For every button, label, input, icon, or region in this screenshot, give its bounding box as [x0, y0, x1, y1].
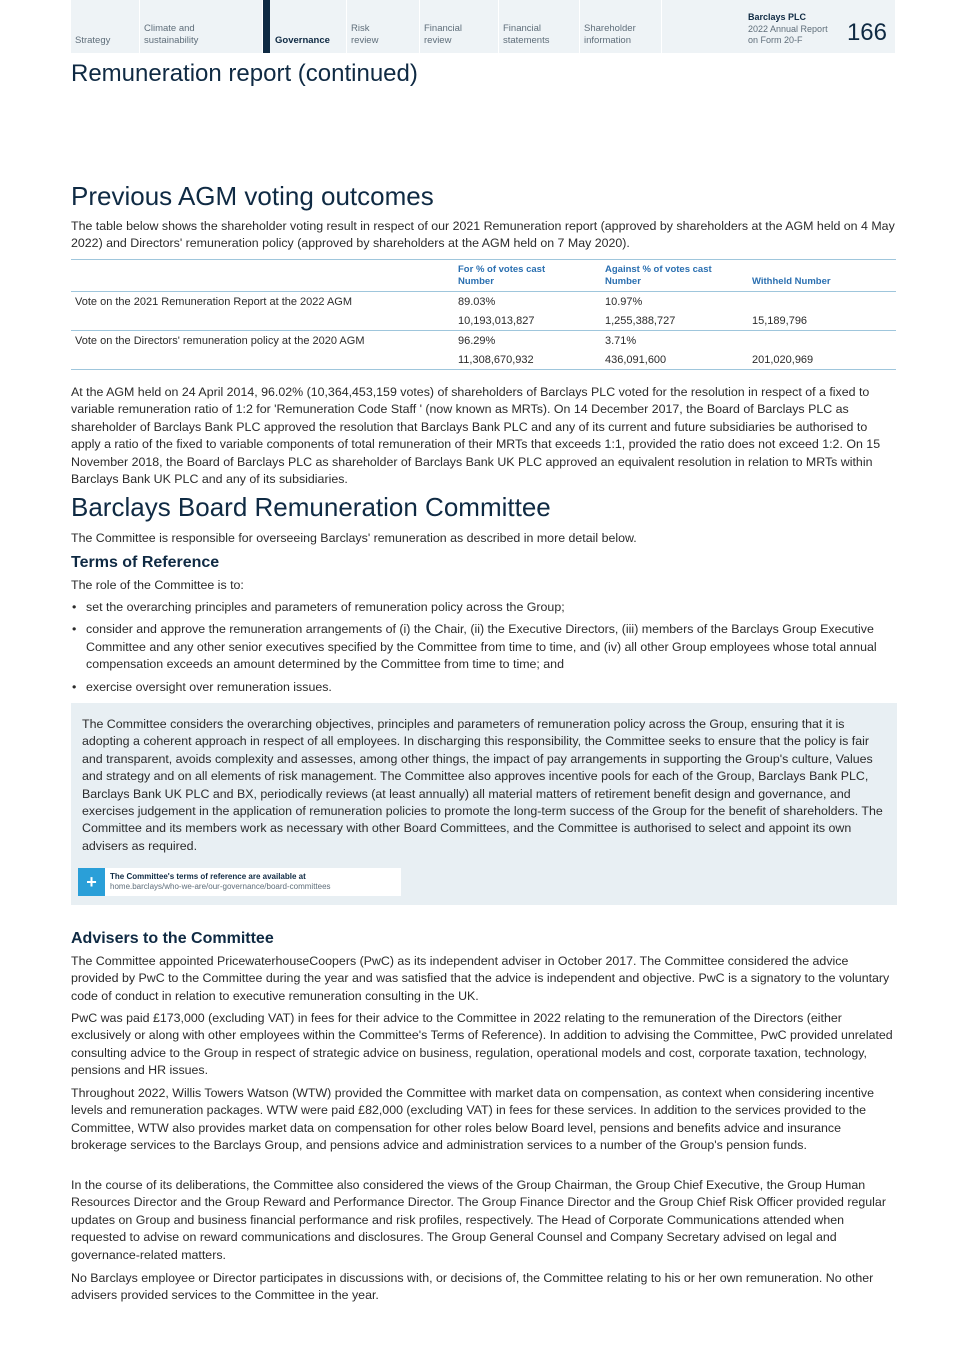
role-list	[71, 599, 897, 701]
terms-reference-link[interactable]	[78, 868, 401, 896]
reference-title: The Committee's terms of reference are available at	[110, 872, 306, 881]
for-pct: 89.03%	[458, 295, 496, 308]
table-row	[71, 292, 896, 312]
report-label	[748, 12, 828, 47]
against-pct: 3.71%	[605, 334, 637, 347]
nav-tab-financial-review[interactable]: Financial review	[420, 0, 499, 53]
table-row	[71, 350, 896, 370]
page-title: Remuneration report (continued)	[71, 60, 418, 87]
agm-note: At the AGM held on 24 April 2014, 96.02% (10,364,453,159 votes) of shareholders of Barclays PLC voted for the resolution in respect of a fixed to variable remuneration ratio of 1:2 for 'Remuneration Code Staff ' (now known as MRTs). On 14 December 2017, the Board of Barclays PLC as shareholder of Barclays Bank PLC approved the resolution that Barclays Bank PLC and any of its current and future subsidiaries be authorised to apply a ratio of the fixed to variable components of total remuneration of their MRTs that exceeds 1:1, provided the ratio does not exceed 1:2. On 15 November 2018, the Board of Barclays PLC as shareholder of Barclays Bank UK PLC approved an equivalent resolution in relation to MRTs within Barclays Bank UK PLC and any of its subsidiaries.	[71, 385, 881, 487]
committee-callout	[71, 703, 897, 905]
list-item: • exercise oversight over remuneration issues.	[71, 679, 897, 696]
committee-heading: Barclays Board Remuneration Committee	[71, 492, 551, 522]
row-label: Vote on the Directors' remuneration policy at the 2020 AGM	[75, 334, 365, 347]
row-label: Vote on the 2021 Remuneration Report at the 2022 AGM	[75, 295, 353, 308]
report-line-2: on Form 20-F	[748, 35, 803, 45]
plus-icon: +	[78, 868, 105, 896]
against-number: 436,091,600	[605, 353, 667, 366]
withheld-blank	[748, 292, 896, 312]
advisers-paragraph-5: No Barclays employee or Director participates in discussions with, or decisions of, the Committee relating to his or her own remuneration. No other advisers provided services to the Committee in the year.	[71, 1271, 874, 1303]
nav-tab-risk-review[interactable]: Risk review	[347, 0, 420, 53]
section-nav	[71, 0, 895, 53]
header-for: For % of votes cast Number	[458, 264, 546, 287]
voting-table	[71, 259, 896, 370]
nav-tab-governance[interactable]: Governance	[263, 0, 347, 53]
report-info	[662, 0, 895, 53]
for-number: 10,193,013,827	[458, 314, 535, 327]
header-withheld: Withheld Number	[752, 276, 831, 287]
table-row	[71, 311, 896, 331]
advisers-heading: Advisers to the Committee	[71, 930, 274, 947]
for-number: 11,308,670,932	[458, 353, 534, 366]
advisers-paragraph-3: Throughout 2022, Willis Towers Watson (WTW) provided the Committee with market data on compensation, as context when considering incentive levels and remuneration packages. WTW were paid £82,000 (excluding VAT) in fees for these services. In addition to the services provided to the Committee, WTW also provides market data on compensation for other roles below Board level, pensions and benefits advice and insurance brokerage services to the Barclays Group, and pensions advice and administration services to a number of the Group's pension funds.	[71, 1086, 875, 1153]
table-row	[71, 331, 896, 351]
advisers-paragraph-1: The Committee appointed PricewaterhouseCoopers (PwC) as its independent adviser in October 2017. The Committee considered the advice provided by PwC to the Committee during the year and was satisfied that the advice is independent and objective. PwC is a signatory to the voluntary code of conduct in relation to executive remuneration consulting in the UK.	[71, 954, 890, 1003]
header-blank	[71, 260, 454, 292]
row-label-blank	[71, 311, 454, 331]
against-pct: 10.97%	[605, 295, 643, 308]
withheld-number: 201,020,969	[752, 353, 814, 366]
agm-intro: The table below shows the shareholder voting result in respect of our 2021 Remuneration report (approved by shareholders at the AGM held on 4 May 2022) and Directors' remuneration policy (approved by shareholders at the AGM held on 7 May 2020).	[71, 219, 895, 251]
page-number: 166	[846, 19, 887, 46]
withheld-number: 15,189,796	[752, 314, 808, 327]
agm-heading: Previous AGM voting outcomes	[71, 181, 434, 211]
table-header-row	[71, 260, 896, 292]
against-number: 1,255,388,727	[605, 314, 676, 327]
nav-tab-climate[interactable]: Climate and sustainability	[140, 0, 263, 53]
for-pct: 96.29%	[458, 334, 496, 347]
header-against: Against % of votes cast Number	[605, 264, 712, 287]
advisers-paragraph-4: In the course of its deliberations, the Committee also considered the views of the Group Chairman, the Group Chief Executive, the Group Human Resources Director and the Group Reward and Performance Director. The Group Finance Director and the Group Chief Risk Officer provided regular updates on Group and business financial performance and risk profiles, respectively. The Head of Corporate Communications attended when requested to advise on reward communications and disclosures. The Group General Counsel and Company Secretary advised on legal and governance-related matters.	[71, 1178, 886, 1262]
terms-heading: Terms of Reference	[71, 554, 220, 571]
report-line-1: 2022 Annual Report	[748, 23, 828, 34]
company-name: Barclays PLC	[748, 12, 807, 22]
withheld-blank	[748, 331, 896, 351]
list-item: • consider and approve the remuneration arrangements of (i) the Chair, (ii) the Executive Directors, (iii) members of the Barclays Group Executive Committee and any other senior executives specified by the Committee from time to time, and (iv) all other Group employees whose total annual compensation exceeds an amount determined by the Committee from time to time; and	[71, 621, 897, 673]
advisers-paragraph-2: PwC was paid £173,000 (excluding VAT) in fees for their advice to the Committee in 2022 relating to the remuneration of the Directors (either exclusively or along with other employees within the Committee's Terms of Reference). In addition to advising the Committee, PwC provided unrelated consulting advice to the Group in respect of strategic advice on business, regulation, operational models and cost, corporate taxation, technology, pensions and HR issues.	[71, 1011, 893, 1078]
role-intro: The role of the Committee is to:	[71, 578, 244, 592]
list-item: • set the overarching principles and parameters of remuneration policy across the Group;	[71, 599, 897, 616]
callout-text: The Committee considers the overarching objectives, principles and parameters of remuneration policy across the Group, ensuring that it is adopting a coherent approach in respect of all employees. In discharging this responsibility, the Committee seeks to ensure that the policy is fair and transparent, avoids complexity and assesses, among other things, the impact of pay arrangements in supporting the Group's culture, Values and strategy and on all elements of risk management. The Committee also approves incentive pools for each of the Group, Barclays Bank PLC, Barclays Bank UK PLC and BX, periodically reviews (at least annually) all material matters of retirement benefit design and governance, and exercises judgement in the application of remuneration policies to promote the long-term success of the Group for the benefit of shareholders. The Committee and its members work as necessary with other Board Committees, and the Committee is authorised to select and appoint its own advisers as required.	[82, 717, 883, 853]
reference-url[interactable]: home.barclays/who-we-are/our-governance/board-committees	[110, 882, 331, 891]
committee-intro: The Committee is responsible for overseeing Barclays' remuneration as described in more detail below.	[71, 531, 637, 545]
nav-tab-financial-statements[interactable]: Financial statements	[499, 0, 580, 53]
nav-tab-shareholder-information[interactable]: Shareholder information	[580, 0, 662, 53]
nav-tab-strategy[interactable]: Strategy	[71, 0, 140, 53]
row-label-blank	[71, 350, 454, 370]
